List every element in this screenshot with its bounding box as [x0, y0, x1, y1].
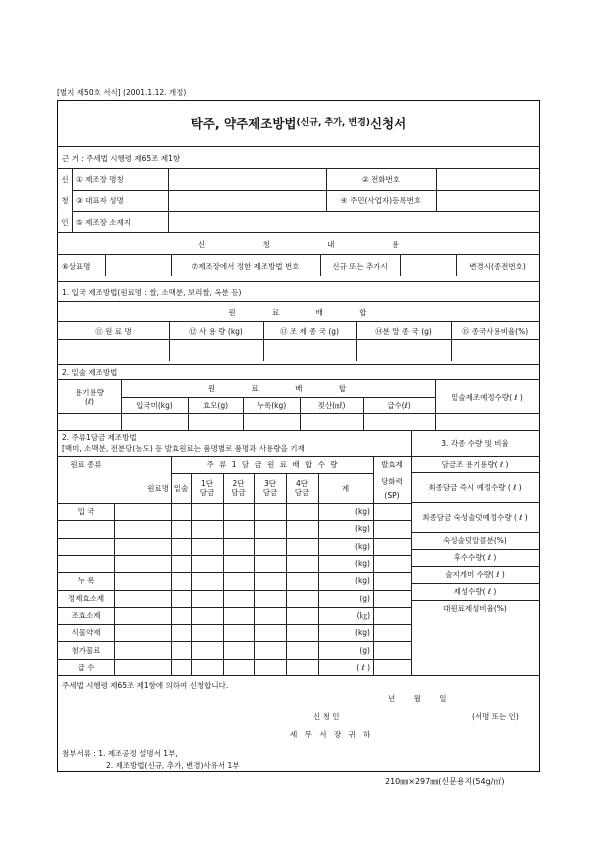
form-title [58, 101, 539, 146]
footer-date: 년 월 일 [388, 693, 447, 703]
phone-label: ② 전화번호 [361, 175, 401, 184]
stage3-num: 3단 [263, 479, 277, 488]
sec2-col-nuruk: 누룩(kg) [256, 401, 287, 410]
sec3-row-name [58, 520, 114, 537]
sec3-row [58, 641, 411, 658]
sec3-row-unit: (㎏) [356, 610, 370, 620]
sec3-row [58, 659, 411, 676]
sec3-row-unit: ( ℓ ) [356, 662, 370, 672]
sec3-row-unit: (kg) [355, 541, 370, 551]
sec3-row-unit: (kg) [355, 524, 370, 534]
sec3-material-kind: 원료 종류 [70, 460, 102, 469]
sec4-item: 담금조 용기용량( ℓ ) [441, 459, 509, 469]
sec2-title: 2. 밑술 제조방법 [62, 368, 118, 377]
stage1-suffix: 담금 [199, 488, 215, 497]
sec2-expected-label: 밑술제조예정수량( ℓ ) [451, 392, 523, 402]
resident-no-label: ④ 주민(사업자)등록번호 [340, 196, 422, 205]
sec1-title-row [58, 281, 539, 301]
title-main: 탁주, 약주제조방법 [190, 116, 297, 131]
sec4-item: 대원료제성비율(%) [443, 604, 507, 613]
sec3-row-unit: (kg) [355, 628, 370, 638]
sec3-row-unit: (kg) [355, 559, 370, 569]
sec3-row-name: 입 국 [77, 507, 95, 517]
stage4-num: 4단 [295, 479, 309, 488]
sec2-col-rice-koji: 입국미(kg) [136, 401, 173, 410]
sec1-col-koji-ratio: ⑮ 종국사용비율(%) [461, 326, 529, 336]
sec3-col-stage1 [191, 473, 223, 503]
sec3-saccharify: 당화력 [381, 477, 403, 486]
sec1-usage-field[interactable] [169, 340, 263, 362]
sec3-row-name [58, 555, 114, 572]
method-no-label: ⑦제조장에서 정한 제조방법 번호 [191, 261, 300, 271]
sec2-col-yeast: 효모(g) [202, 401, 229, 410]
sec3-note: [백미, 소맥분, 전분당(농도) 등 발효원료는 품명별로 품명과 사용량을 기재 [62, 444, 305, 453]
sec3-block [58, 430, 539, 675]
sec2-vessel-unit: (ℓ) [85, 397, 94, 406]
paper-size: 210㎜×297㎜(신문용지(54g/㎡) [385, 777, 505, 786]
sec3-col-starter: 밑술 [173, 483, 189, 493]
footer-block [58, 675, 539, 771]
title-paren: (신규, 추가, 변경) [296, 118, 370, 129]
sec3-row-name: 누 룩 [77, 576, 95, 586]
form-reference: [별지 제50호 서식] (2001.1.12. 개정) [57, 88, 187, 97]
applicant-block [58, 168, 539, 232]
title-row [58, 101, 539, 146]
sec2-data-row [58, 413, 539, 430]
request-row [58, 254, 539, 276]
applicant-side-2: 청 [61, 196, 69, 205]
footer-office: 세 무 서 장 귀 하 [290, 729, 371, 739]
sec3-row-unit: (kg) [355, 576, 370, 586]
resident-no-field[interactable] [436, 190, 539, 211]
trademark-label: ⑥상표명 [62, 261, 91, 271]
sec2-title-row [58, 364, 539, 379]
sec3-blend-header: 주 류 1 담 금 원 료 배 합 수 량 [206, 460, 338, 469]
sec1-blend-header: 원 료 배 합 [228, 307, 369, 317]
sec1-col-prepared-koji: ⑬ 조 제 종 국 (g) [279, 326, 339, 336]
sec3-col-total: 계 [341, 483, 350, 493]
request-header-row [58, 232, 539, 254]
title-end: 신청서 [369, 116, 407, 131]
sec1-koji-ratio-field[interactable] [451, 340, 539, 362]
sec2-table [58, 379, 539, 413]
sec4-item: 후수수량( ℓ ) [453, 553, 497, 562]
sec1-col-material: ⑪ 원 료 명 [95, 326, 132, 336]
stage3-suffix: 담금 [262, 488, 278, 497]
factory-name-field[interactable] [168, 169, 326, 190]
sec3-sp: (SP) [384, 491, 400, 500]
application-form [57, 100, 540, 772]
sec3-col-material-name: 원료명 [147, 483, 169, 493]
sec1-powder-koji-field[interactable] [356, 340, 451, 362]
sec2-blend-header: 원 료 배 합 [207, 384, 349, 393]
factory-name-label: ① 제조장 명칭 [76, 175, 124, 184]
applicant-side-1: 신 [61, 175, 69, 184]
sec3-col-stage3 [254, 473, 286, 503]
footer-statement: 주세법 시행령 제65조 제1항에 의하여 신청합니다. [62, 680, 229, 690]
sec3-row-name: 정제효소제 [67, 593, 105, 603]
sec2-vessel-label [58, 380, 121, 414]
footer-attach-1: 첨부서류 : 1. 제조공정 설명서 1부, [62, 748, 178, 758]
new-or-add-field[interactable] [400, 255, 456, 277]
footer-applicant: 신 청 인 [313, 711, 340, 721]
sec1-material-field[interactable] [58, 340, 169, 362]
sec4-item: 최종담금 숙성술덧예정수량 ( ℓ ) [422, 512, 528, 522]
trademark-field[interactable] [105, 255, 171, 277]
phone-field[interactable] [436, 169, 539, 190]
sec3-row-name: 조효소제 [71, 610, 101, 620]
stage2-suffix: 담금 [231, 488, 246, 497]
sec3-row [58, 555, 411, 572]
sec1-col-usage: ⑫ 사 용 량 (kg) [189, 326, 243, 336]
sec3-row [58, 572, 411, 589]
sec3-row [58, 607, 411, 624]
sec3-row [58, 624, 411, 641]
stage1-num: 1단 [200, 479, 214, 488]
sec4-item: 제성수량( ℓ ) [453, 587, 497, 596]
sec3-row-name [58, 538, 114, 555]
sec1-prepared-koji-field[interactable] [263, 340, 356, 362]
sec3-row [58, 520, 411, 537]
new-or-add-label: 신규 또는 추가시 [332, 261, 388, 271]
sec3-row [58, 538, 411, 555]
basis-row [58, 146, 539, 168]
sec4-title: 3. 각종 수량 및 비율 [441, 439, 509, 448]
request-header: 신 청 내 용 [197, 239, 400, 249]
sec3-col-stage2 [223, 473, 254, 503]
sec3-col-stage4 [286, 473, 318, 503]
sec1-col-powder-koji: ⑭분 말 종 국 (g) [375, 326, 432, 336]
rep-name-label: ③ 대표자 성명 [76, 196, 124, 205]
footer-attach-2: 2. 제조방법(신규, 추가, 변경)사유서 1부 [106, 760, 240, 770]
sec3-row-name: 첨가물료 [71, 645, 101, 655]
sec1-title: 1. 입국 제조방법(원료명 : 쌀, 소맥분, 보리쌀, 옥분 등) [62, 287, 242, 297]
sec1-data-row [58, 339, 539, 361]
sec3-ferment: 발효제 [381, 460, 403, 469]
sec4-item: 최종담금 즉시 예정수량 ( ℓ ) [428, 482, 522, 492]
change-label: 변경시(종전번호) [469, 261, 526, 271]
sec4-item: 술지게미 수량( ℓ ) [445, 570, 505, 579]
sec3-row [58, 590, 411, 607]
sec3-title: 2. 주류1담금 제조방법 [62, 433, 137, 442]
sec1-col-row [58, 321, 539, 339]
sec3-row-unit: (g) [359, 645, 370, 655]
sec3-row-unit: (kg) [355, 507, 370, 517]
sec3-row-name: 식물약재 [71, 628, 101, 638]
sec3-row-name: 급 수 [77, 662, 95, 672]
sec4-item: 숙성술덧알콜분(%) [443, 536, 507, 545]
stage2-num: 2단 [232, 479, 245, 488]
rep-name-field[interactable] [168, 190, 326, 211]
factory-addr-field[interactable] [168, 211, 539, 233]
sec2-col-lactic: 젖산(㎖) [317, 401, 346, 410]
sec2-vessel-text: 용기용량 [75, 388, 104, 397]
sec2-col-water: 급수(ℓ) [387, 401, 411, 410]
sec3-row [58, 503, 411, 520]
basis-text: 근 거 : 주세법 시행령 제65조 제1항 [62, 153, 181, 163]
sec3-row-unit: (g) [359, 593, 370, 603]
sec1-blend-header-row [58, 301, 539, 321]
applicant-side-3: 인 [61, 217, 69, 227]
footer-signature: (서명 또는 인) [472, 711, 519, 721]
stage4-suffix: 담금 [294, 488, 310, 497]
factory-addr-label: ⑤ 제조장 소재지 [76, 217, 131, 227]
